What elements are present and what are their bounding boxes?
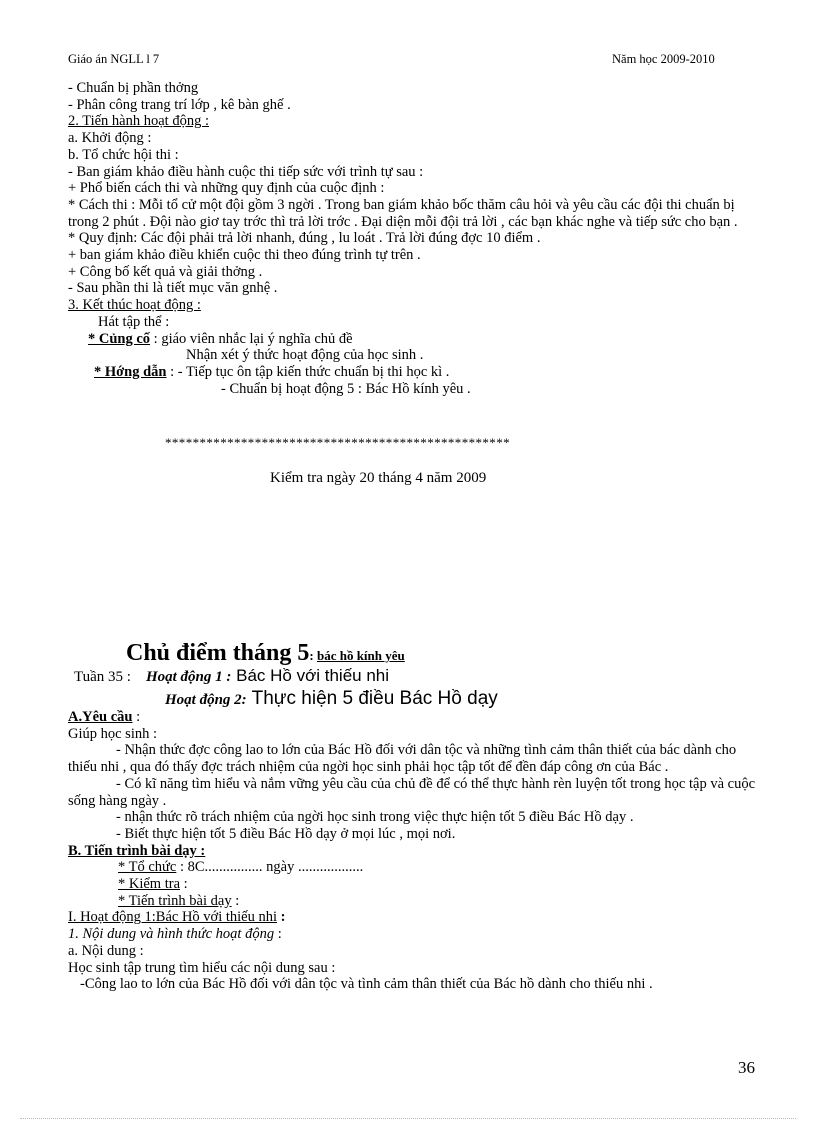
section-lesson (68, 709, 768, 993)
text-span: : (277, 909, 286, 926)
text-line: Giúp học sinh : (68, 725, 158, 742)
text-line: a. Khởi động : (68, 130, 152, 147)
label-organize: * Tổ chức (118, 859, 177, 876)
text-span: : (231, 892, 240, 909)
paragraph: - Nhận thức đợc công lao to lớn của Bác Hồ đối với dân tộc và những tình cảm thân thiết của bác dành cho thiếu nhi , qua đó thấy đợc trách nhiệm của ngời học sinh phải học tập tốt để đền đáp công ơn của Bác . (68, 742, 737, 776)
header-left: Giáo án NGLL l 7 (68, 52, 160, 66)
text-line (68, 893, 768, 910)
text-span: : giáo viên nhắc lại ý nghĩa chủ đề (150, 330, 353, 347)
paragraph: - Có kĩ năng tìm hiểu và nắm vững yêu cầu của chủ đề để có thể thực hành rèn luyện tốt trong học tập và cuộc sống hàng ngày . (68, 775, 756, 809)
text-line: Nhận xét ý thức hoạt động của học sinh . (186, 347, 424, 364)
header-right: Năm học 2009-2010 (612, 52, 715, 66)
text-line: a. Nội dung : (68, 942, 144, 959)
subheading: 2. Tiến hành hoạt động : (68, 113, 209, 130)
text-line: + ban giám khảo điều khiển cuộc thi theo đúng trình tự trên . (68, 247, 421, 264)
text-line: * Quy định: Các đội phải trả lời nhanh, đúng , lu loát . Trả lời đúng đợc 10 điểm . (68, 230, 541, 247)
paragraph: * Cách thi : Mỗi tổ cử một đội gồm 3 ngời . Trong ban giám khảo bốc thăm câu hỏi và yêu cầu các đội thi chuẩn bị trong 2 phút . Đội nào giơ tay trớc thì trả lời trớc . Đại diện mỗi đội trả lời , các bạn khác nghe và tiếp sức cho bạn . (68, 196, 738, 230)
text-line: - Chuẩn bị phần thởng (68, 80, 199, 96)
paragraph: - nhận thức rõ trách nhiệm của ngời học sinh trong việc thực hiện tốt 5 điều Bác Hồ dạy . (116, 809, 634, 826)
text-span: : (180, 876, 188, 893)
label-check: * Kiểm tra (118, 876, 181, 893)
text-line: b. Tổ chức hội thi : (68, 146, 179, 163)
text-line: + Công bố kết quả và giải thởng . (68, 263, 263, 280)
text-span: : (132, 709, 141, 725)
text-span: : - Tiếp tục ôn tập kiến thức chuẩn bị thi học kì . (166, 363, 450, 380)
text-span: : 8C................ ngày .................. (176, 859, 364, 876)
paragraph: -Công lao to lớn của Bác Hồ đối với dân tộc và tình cảm thân thiết của Bác hồ dành cho thiếu nhi . (80, 976, 653, 993)
section-preparation (68, 80, 768, 397)
theme-sep: : (309, 648, 317, 663)
text-line (68, 331, 768, 348)
text-line: Học sinh tập trung tìm hiểu các nội dung sau : (68, 959, 336, 976)
content-form-heading: 1. Nội dung và hình thức hoạt động (68, 926, 275, 943)
text-line: - Biết thực hiện tốt 5 điều Bác Hồ dạy ở mọi lúc , mọi nơi. (116, 825, 456, 842)
label-cungco: * Củng cố (88, 330, 151, 347)
text-line (68, 876, 768, 893)
subheading: 3. Kết thúc hoạt động : (68, 297, 201, 314)
activity2-label: Hoạt động 2: (165, 692, 247, 708)
text-line (68, 709, 768, 726)
text-line: + Phổ biến cách thi và những quy định của cuộc định : (68, 180, 385, 197)
week-label: Tuần 35 : (74, 669, 131, 685)
text-line (68, 926, 768, 943)
check-date: Kiểm tra ngày 20 tháng 4 năm 2009 (270, 470, 487, 486)
activity1-label: Hoạt động 1 : (145, 669, 232, 685)
footer-divider (20, 1118, 796, 1119)
activity2-title: Thực hiện 5 điều Bác Hồ dạy (246, 688, 498, 709)
page-number: 36 (738, 1058, 755, 1077)
label-huongdan: * Hớng dẫn (94, 363, 167, 380)
week-line (74, 666, 389, 686)
activity1-title: Bác Hồ với thiếu nhi (231, 666, 390, 685)
activity2-line (165, 688, 498, 710)
label-process: * Tiến trình bài dạy (118, 892, 232, 909)
theme-title (126, 640, 405, 667)
separator-stars: ************************************************** (165, 435, 510, 450)
text-line: - Ban giám khảo điều hành cuộc thi tiếp sức với trình tự sau : (68, 163, 424, 180)
text-span: : (274, 926, 282, 943)
text-line (68, 909, 768, 926)
text-line (68, 364, 768, 381)
text-line (68, 859, 768, 876)
heading-requirements: A.Yêu cầu (68, 709, 133, 725)
text-line: - Chuẩn bị hoạt động 5 : Bác Hồ kính yêu . (221, 380, 471, 397)
text-line: - Phân công trang trí lớp , kê bàn ghế . (68, 96, 291, 113)
text-line: - Sau phần thi là tiết mục văn gnhệ . (68, 280, 278, 297)
theme-sub: bác hồ kính yêu (316, 648, 405, 663)
heading-process: B. Tiến trình bài dạy : (68, 842, 206, 859)
activity1-heading: I. Hoạt động 1:Bác Hồ với thiếu nhi (68, 909, 278, 926)
text-line: Hát tập thể : (98, 313, 170, 330)
theme-main: Chủ điểm tháng 5 (126, 640, 310, 666)
